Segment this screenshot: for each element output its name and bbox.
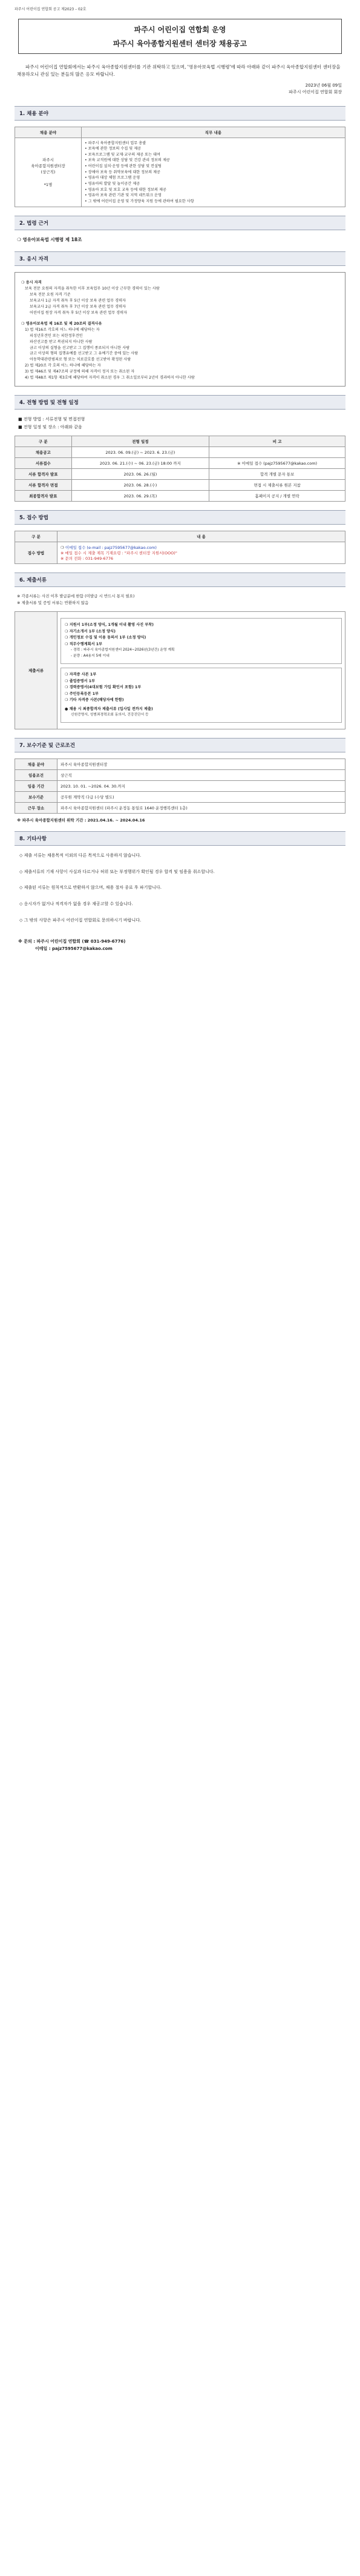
docs-item: - 분량 : A4용지 5매 이내 — [71, 654, 110, 659]
section-heading-4: 4. 전형 방법 및 전형 일정 — [15, 395, 345, 410]
schedule-row — [15, 480, 345, 491]
duty-item: • 영유아의 발달 및 놀이공간 제공 — [85, 181, 140, 186]
duty-text: 장애아 보육 등 취약보육에 대한 정보의 제공 — [88, 170, 161, 174]
duty-item: • 보육프로그램 및 교재·교구의 제공 또는 대여 — [85, 152, 161, 157]
intro-text: 파주시 어린이집 연합회에서는 파주시 육아종합지원센터를 기관 위탁하고 있으며, '영유아보육법 시행령'에 따라 아래와 같이 파주시 육아종합지원센터 센터장을 채용하오니 관심 있는 분들의 많은 응모 바랍니다. — [17, 64, 341, 77]
duty-text: 영유아 보육 관련 기관 및 지역 네트워크 운영 — [88, 193, 162, 198]
duty-item: • 어린이집 설치·운영 등에 관한 상담 및 컨설팅 — [85, 164, 162, 169]
submit-line: ※ 문의 전화 : 031-949-6776 — [61, 556, 114, 562]
section-heading-6: 6. 제출서류 — [15, 573, 345, 587]
condition-row — [15, 792, 345, 803]
docs-item: ❍ 졸업증명서 1부 — [65, 679, 96, 683]
qual-line: 보육교사 1급 자격 취득 후 5년 이상 보육 관련 업무 경력자 — [30, 299, 126, 304]
qual-line: 보육교사 2급 자격 취득 후 7년 이상 보육 관련 업무 경력자 — [30, 305, 126, 310]
docs-item-text: 지원서 1부(소정 양식, 1개월 이내 촬영 사진 부착) — [69, 623, 154, 628]
duty-text: 파주시 육아종합지원센터 업무 총괄 — [88, 141, 146, 145]
dept-line: 육아종합지원센터장 — [31, 164, 65, 169]
docs-item: ❍ 직무수행계획서 1부 — [65, 642, 102, 646]
docs-item: ❍ 자기소개서 1부 (소정 양식) — [65, 629, 116, 634]
duty-header-duty: 직무 내용 — [82, 127, 345, 138]
etc-text: 제출된 서류는 원칙적으로 반환하지 않으며, 채용 절차 종료 후 파기합니다. — [24, 885, 162, 891]
docs-final-text: 채용 시 최종합격자 제출서류 (입사일 전까지 제출) — [69, 706, 153, 711]
dept-spacer — [18, 176, 78, 182]
etc-item: ◇ 제출된 서류는 원칙적으로 반환하지 않으며, 채용 절차 종료 후 파기합니다. — [19, 885, 162, 891]
section-heading-1: 1. 채용 분야 — [15, 106, 345, 121]
dept-cell — [15, 138, 82, 207]
condition-value: 파주시 육아종합지원센터 (파주시 운정동 통일로 1640 운정행복센터 1층) — [57, 803, 345, 814]
duty-text: 보육에 관한 정보의 수집 및 제공 — [88, 147, 142, 151]
docs-item-text: 분량 : A4용지 5매 이내 — [73, 654, 110, 659]
sched-date: 2023. 06. 21.(수) ~ 06. 23.(금) 18:00 까지 — [71, 458, 209, 469]
docs-final-sub: 신원증명서, 성범죄경력조회 동의서, 건강진단서 등 — [71, 713, 149, 717]
etc-text: 응시자가 없거나 적격자가 없을 경우 재공고할 수 있습니다. — [24, 901, 133, 906]
schedule-row — [15, 447, 345, 458]
sched-stage: 서류 합격자 발표 — [15, 469, 72, 480]
qual-line: 아동학대관련범죄로 형 또는 치료감호를 선고받아 확정된 사람 — [30, 357, 131, 362]
docs-table — [15, 611, 345, 729]
duty-list — [85, 141, 342, 205]
submit-line: ※ 메일 접수 시 제출 제목 기재요령 : "파주시 센터장 지원서(OOO)" — [61, 551, 177, 556]
duty-text: 그 밖에 어린이집 운영 및 가정양육 지원 등에 관하여 필요한 사항 — [88, 199, 194, 204]
dept-line: *1명 — [44, 182, 53, 187]
section-heading-7: 7. 보수기준 및 근로조건 — [15, 738, 345, 752]
duty-item: • 장애아 보육 등 취약보육에 대한 정보의 제공 — [85, 170, 161, 174]
method-list — [18, 416, 342, 431]
sched-stage: 최종합격자 발표 — [15, 491, 72, 502]
qual-line: 어린이집 원장 자격 취득 후 5년 이상 보육 관련 업무 경력자 — [30, 310, 128, 315]
etc-text: 그 밖의 사항은 파주시 어린이집 연합회로 문의하시기 바랍니다. — [24, 917, 142, 923]
conditions-table — [15, 759, 345, 814]
qual-line: 4) 법 제48조 제1항 제3호에 해당하여 자격이 취소된 경우 그 취소일로부터 2년이 경과하지 아니한 사람 — [25, 376, 195, 380]
qual-line: 보육 전문 요원의 자격을 취득한 이후 보육업무 10년 이상 근무한 경력이 있는 사람 — [25, 287, 160, 291]
condition-row — [15, 803, 345, 814]
schedule-row — [15, 469, 345, 480]
docs-item-text: 자격증 사본 1부 — [69, 672, 97, 677]
method-item: ■ 전형 방법 : 서류전형 및 면접전형 — [18, 417, 85, 422]
duty-text: 보육 교직원에 대한 상담 및 건강 관리 정보의 제공 — [88, 158, 170, 163]
section-heading-3: 3. 응시 자격 — [15, 251, 345, 266]
etc-item: ◇ 그 밖의 사항은 파주시 어린이집 연합회로 문의하시기 바랍니다. — [19, 917, 142, 923]
etc-text: 제출 서류는 채용목적 이외의 다른 목적으로 사용하지 않습니다. — [24, 853, 142, 858]
docs-item-text: 직무수행계획서 1부 — [69, 642, 102, 646]
etc-item: ◇ 응시자가 없거나 적격자가 없을 경우 재공고할 수 있습니다. — [19, 901, 133, 906]
qual-line: 3) 법 제46조 및 제47조의 규정에 의해 자격이 정지 또는 취소된 자 — [25, 370, 135, 374]
condition-label: 임용 기간 — [15, 781, 57, 792]
title-line2: 파주시 육아종합지원센터 센터장 채용공고 — [113, 39, 247, 48]
docs-item: ❍ 지원서 1부(소정 양식, 1개월 이내 촬영 사진 부착) — [65, 623, 154, 628]
docs-label: 제출서류 — [15, 612, 57, 729]
condition-value: 공무원 계약직 다급 (수당 별도) — [57, 792, 345, 803]
docs-item-text: 주민등록등본 1부 — [69, 691, 99, 696]
docs-item-text: 기타 자격증 사본(해당자에 한함) — [69, 698, 124, 703]
etc-item: ◇ 제출 서류는 채용목적 이외의 다른 목적으로 사용하지 않습니다. — [19, 853, 142, 858]
docs-item: ❍ 자격증 사본 1부 — [65, 672, 97, 677]
duty-item: • 영유아 보호 및 보호 교육 등에 대한 정보의 제공 — [85, 187, 166, 192]
doc-number: 파주시 어린이집 연합회 공고 제2023 – 02호 — [15, 7, 87, 12]
dept-line: 파주시 — [42, 157, 54, 162]
docs-item: ❍ 기타 자격증 사본(해당자에 한함) — [65, 698, 124, 703]
qual-line: 금고 이상의 실형을 선고받고 그 집행이 종료되지 아니한 사람 — [30, 345, 130, 350]
sched-date: 2023. 06. 28.(수) — [71, 480, 209, 491]
docs-box-1 — [61, 618, 342, 664]
duty-text: 영유아 보호 및 보호 교육 등에 대한 정보의 제공 — [88, 187, 166, 192]
section-heading-2: 2. 법령 근거 — [15, 216, 345, 230]
docs-list2 — [65, 672, 338, 704]
condition-label: 근무 장소 — [15, 803, 57, 814]
etc-list — [19, 852, 341, 924]
duty-item: • 영유아 대상 체험 프로그램 운영 — [85, 176, 140, 181]
condition-row — [15, 781, 345, 792]
condition-value: 파주시 육아종합지원센터장 — [57, 759, 345, 770]
duty-header-field: 채용 분야 — [15, 127, 82, 138]
sched-note: ※ 이메일 접수 (pajz7595677@kakao.com) — [209, 458, 345, 469]
sched-stage: 서류 합격자 면접 — [15, 480, 72, 491]
duty-text: 영유아의 발달 및 놀이공간 제공 — [88, 181, 140, 186]
qual-head2: ❍ 영유아보육법 제 16조 및 제 20조의 결격사유 — [21, 321, 102, 326]
docs-item-text: 졸업증명서 1부 — [69, 679, 96, 683]
qual-lines — [21, 286, 339, 316]
docs-box-2 — [61, 668, 342, 723]
law-basis: ❍ 영유아보육법 시행령 제 18조 — [17, 237, 82, 243]
qual-line: 금고 이상의 형의 집행유예를 선고받고 그 유예기간 중에 있는 사람 — [30, 351, 139, 356]
etc-text: 제출서류의 기재 사항이 사실과 다르거나 허위 또는 부정행위가 확인될 경우 합격 및 임용을 취소합니다. — [24, 869, 215, 874]
condition-row — [15, 759, 345, 770]
method-text: 전형 일정 및 장소 : 아래와 같음 — [23, 424, 82, 430]
docs-item: ❍ 개인정보 수집 및 이용 동의서 1부 (소정 양식) — [65, 636, 146, 640]
contact — [18, 938, 342, 953]
docs-item-text: 개인정보 수집 및 이용 동의서 1부 (소정 양식) — [69, 636, 146, 640]
sched-date: 2023. 06. 26.(월) — [71, 469, 209, 480]
docs-item-text: 경력 : 파주시 육아종합지원센터 2024~2026년(3년간) 운영 계획 — [73, 648, 175, 652]
docs-note: ※ 각종서류는 사진 이후 발급분에 한함 (미발급 시 반드시 통지 필요) — [17, 594, 135, 599]
duty-text: 어린이집 설치·운영 등에 관한 상담 및 컨설팅 — [88, 164, 162, 169]
announcement-page — [0, 0, 360, 977]
docs-item-text: 경력증명서(4대보험 가입 확인서 포함) 1부 — [69, 685, 142, 690]
title-line1: 파주시 어린이집 연합회 운영 — [134, 25, 226, 34]
sched-header: 비 고 — [209, 436, 345, 447]
docs-item: ❍ 주민등록등본 1부 — [65, 691, 99, 696]
schedule-row — [15, 458, 345, 469]
contact-email[interactable]: 이메일 : pajz7595677@kakao.com — [35, 946, 113, 952]
title-box — [18, 19, 342, 54]
duty-table — [15, 127, 345, 208]
sched-note: 면접 시 제출서류 원본 지참 — [209, 480, 345, 491]
sched-note: 합격 개별 문자 통보 — [209, 469, 345, 480]
duty-item: • 파주시 육아종합지원센터 업무 총괄 — [85, 141, 146, 145]
sched-header: 구 분 — [15, 436, 72, 447]
duty-text: 보육프로그램 및 교재·교구의 제공 또는 대여 — [88, 152, 161, 157]
qual-head2-text: 영유아보육법 제 16조 및 제 20조의 결격사유 — [25, 321, 102, 326]
schedule-table — [15, 436, 345, 502]
condition-row — [15, 770, 345, 781]
sched-header: 전형 일정 — [71, 436, 209, 447]
submit-header-2: 내 용 — [57, 531, 345, 542]
docs-final: ● 채용 시 최종합격자 제출서류 (입사일 전까지 제출) — [65, 706, 153, 711]
contact-line: ※ 문의 : 파주시 어린이집 연합회 (☎ 031-949-6776) — [18, 939, 126, 944]
qual-line: 보육 전문 요원 자격 기준 — [30, 293, 71, 297]
email-text[interactable]: 이메일 접수 (e-mail : pajz7595677@kakao.com) — [65, 545, 157, 551]
submit-table — [15, 531, 345, 564]
condition-label: 채용 분야 — [15, 759, 57, 770]
docs-item: ❍ 경력증명서(4대보험 가입 확인서 포함) 1부 — [65, 685, 142, 690]
section-heading-5: 5. 접수 방법 — [15, 510, 345, 525]
sched-date: 2023. 06. 09.(금) ~ 2023. 6. 23.(금) — [71, 447, 209, 458]
condition-value: 상근직 — [57, 770, 345, 781]
qual-line: 2) 법 제20조 각 호의 어느 하나에 해당하는 자 — [25, 363, 101, 368]
duty-item: • 보육 교직원에 대한 상담 및 건강 관리 정보의 제공 — [85, 158, 170, 163]
budget-note: ※ 파주시 육아종합지원센터 위탁 기간 : 2021.04.16. ~ 2024.04.16 — [17, 818, 145, 823]
qual-line: 파산선고를 받고 복권되지 아니한 사람 — [30, 339, 93, 344]
qual-head: ❍ 응시 자격 — [21, 281, 42, 285]
submit-header-1: 구 분 — [15, 531, 57, 542]
condition-label: 보수기준 — [15, 792, 57, 803]
qual-head-text: 응시 자격 — [25, 281, 42, 285]
docs-item-text: 자기소개서 1부 (소정 양식) — [69, 629, 116, 634]
dept-line: (상근직) — [41, 170, 56, 175]
docs-note: ※ 제출서류 및 증빙 서류는 반환하지 않음 — [17, 600, 89, 606]
etc-item: ◇ 제출서류의 기재 사항이 사실과 다르거나 허위 또는 부정행위가 확인될 경우 합격 및 임용을 취소합니다. — [19, 869, 215, 874]
submit-label: 접수 방법 — [15, 542, 57, 564]
sched-date: 2023. 06. 29.(목) — [71, 491, 209, 502]
submit-content — [57, 542, 345, 564]
submit-line: ❍ 이메일 접수 (e-mail : pajz7595677@kakao.com) — [61, 545, 157, 551]
schedule-body — [15, 447, 345, 502]
qual-line: 피성년후견인 또는 피한정후견인 — [30, 333, 83, 338]
sched-stage: 서류접수 — [15, 458, 72, 469]
sched-stage: 채용공고 — [15, 447, 72, 458]
law-text: 영유아보육법 시행령 제 18조 — [22, 237, 82, 243]
date-sign — [15, 82, 342, 96]
duty-list-cell — [82, 138, 345, 207]
docs-list — [65, 622, 338, 660]
conditions-body — [15, 759, 345, 814]
docs-notes — [17, 593, 343, 606]
qualification-box — [15, 272, 345, 387]
qual-lines2 — [21, 327, 339, 381]
condition-value: 2023. 10. 01. ~2026. 04. 30.까지 — [57, 781, 345, 792]
method-item: ■ 전형 일정 및 장소 : 아래와 같음 — [18, 424, 82, 430]
duty-item: • 보육에 관한 정보의 수집 및 제공 — [85, 147, 142, 151]
condition-label: 임용조건 — [15, 770, 57, 781]
signer: 파주시 어린이집 연합회 회장 — [289, 90, 342, 95]
duty-text: 영유아 대상 체험 프로그램 운영 — [88, 176, 140, 181]
docs-content — [57, 612, 345, 729]
sched-note: 홈페이지 공지 / 개별 연락 — [209, 491, 345, 502]
section-heading-8: 8. 기타사항 — [15, 831, 345, 846]
schedule-row — [15, 491, 345, 502]
announce-date: 2023년 06월 09일 — [305, 83, 342, 88]
duty-item: • 영유아 보육 관련 기관 및 지역 네트워크 운영 — [85, 193, 162, 198]
method-text: 전형 방법 : 서류전형 및 면접전형 — [23, 417, 85, 422]
sched-note — [209, 447, 345, 458]
qual-line: 1) 법 제16조 각호의 어느 하나에 해당하는 자 — [25, 327, 100, 332]
duty-item: • 그 밖에 어린이집 운영 및 가정양육 지원 등에 관하여 필요한 사항 — [85, 199, 194, 204]
docs-item: - 경력 : 파주시 육아종합지원센터 2024~2026년(3년간) 운영 계획 — [71, 648, 175, 652]
